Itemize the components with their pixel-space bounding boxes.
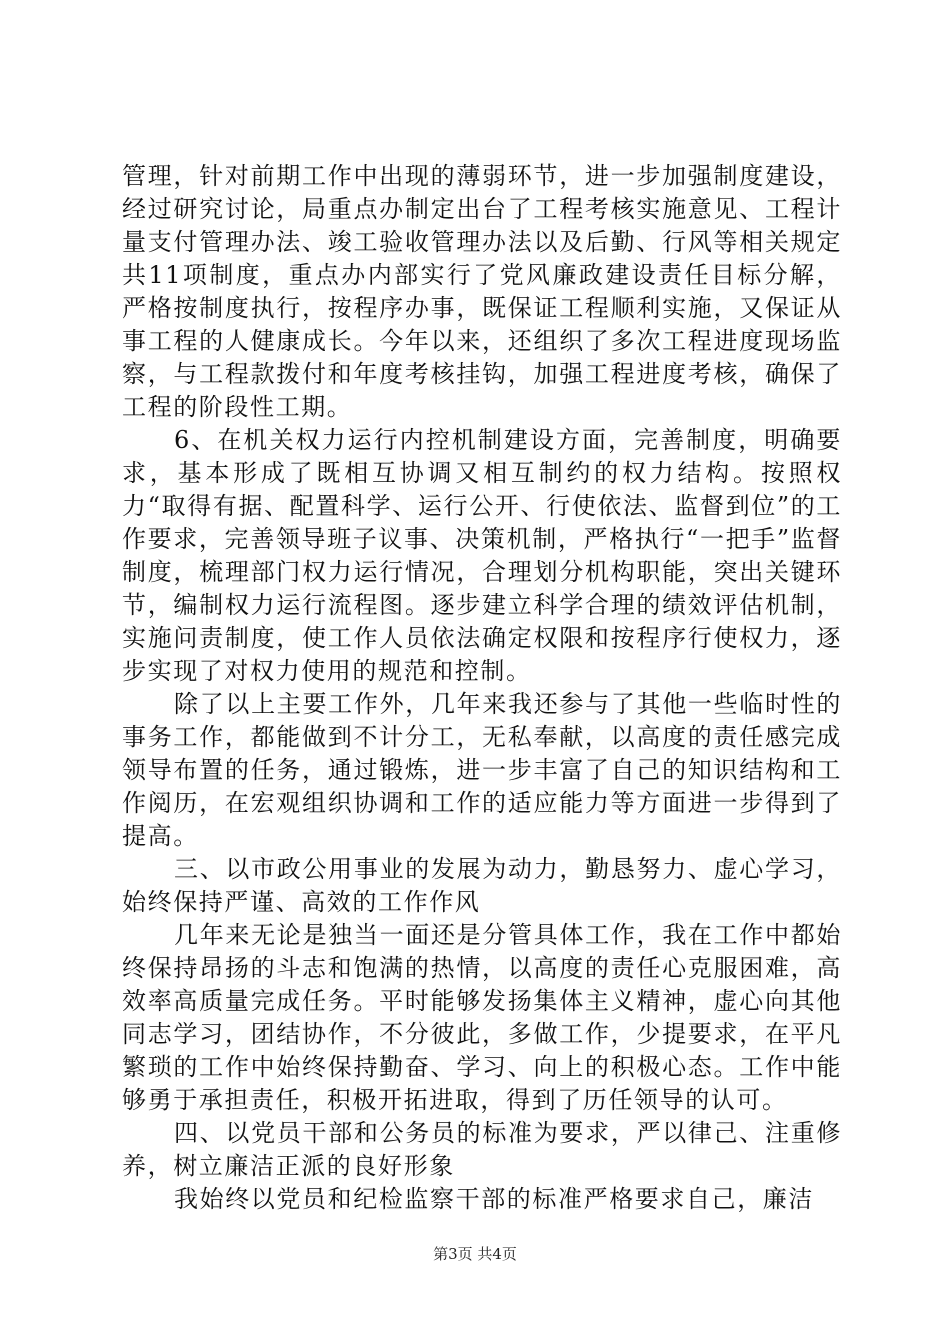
body-text — [122, 160, 842, 1216]
paragraph-continued-management: 管理，针对前期工作中出现的薄弱环节，进一步加强制度建设，经过研究讨论，局重点办制定出台了工程考核实施意见、工程计量支付管理办法、竣工验收管理办法以及后勤、行风等相关规定共11项制度，重点办内部实行了党风廉政建设责任目标分解，严格按制度执行，按程序办事，既保证工程顺利实施，又保证从事工程的人健康成长。今年以来，还组织了多次工程进度现场监察，与工程款拨付和年度考核挂钩，加强工程进度考核，确保了工程的阶段性工期。 — [122, 162, 842, 421]
section-heading-4: 四、以党员干部和公务员的标准为要求，严以律己、注重修养，树立廉洁正派的良好形象 — [122, 1119, 842, 1180]
paragraph-item-6-power-control: 6、在机关权力运行内控机制建设方面，完善制度，明确要求，基本形成了既相互协调又相互制约的权力结构。按照权力“取得有据、配置科学、运行公开、行使依法、监督到位”的工作要求，完善领导班子议事、决策机制，严格执行“一把手”监督制度，梳理部门权力运行情况，合理划分机构职能，突出关键环节，编制权力运行流程图。逐步建立科学合理的绩效评估机制，实施问责制度，使工作人员依法确定权限和按程序行使权力，逐步实现了对权力使用的规范和控制。 — [122, 426, 842, 685]
page-footer: 第3页 共4页 — [433, 1245, 517, 1263]
paragraph-other-work: 除了以上主要工作外，几年来我还参与了其他一些临时性的事务工作，都能做到不计分工，无私奉献，以高度的责任感完成领导布置的任务，通过锻炼，进一步丰富了自己的知识结构和工作阅历，在宏观组织协调和工作的适应能力等方面进一步得到了提高。 — [122, 690, 842, 850]
section-heading-3: 三、以市政公用事业的发展为动力，勤恳努力、虚心学习，始终保持严谨、高效的工作作风 — [122, 855, 842, 916]
paragraph-self-discipline: 我始终以党员和纪检监察干部的标准严格要求自己，廉洁 — [174, 1185, 814, 1213]
paragraph-work-style: 几年来无论是独当一面还是分管具体工作，我在工作中都始终保持昂扬的斗志和饱满的热情，以高度的责任心克服困难，高效率高质量完成任务。平时能够发扬集体主义精神，虚心向其他同志学习，团结协作，不分彼此，多做工作，少提要求，在平凡繁琐的工作中始终保持勤奋、学习、向上的积极心态。工作中能够勇于承担责任，积极开拓进取，得到了历任领导的认可。 — [122, 921, 842, 1114]
